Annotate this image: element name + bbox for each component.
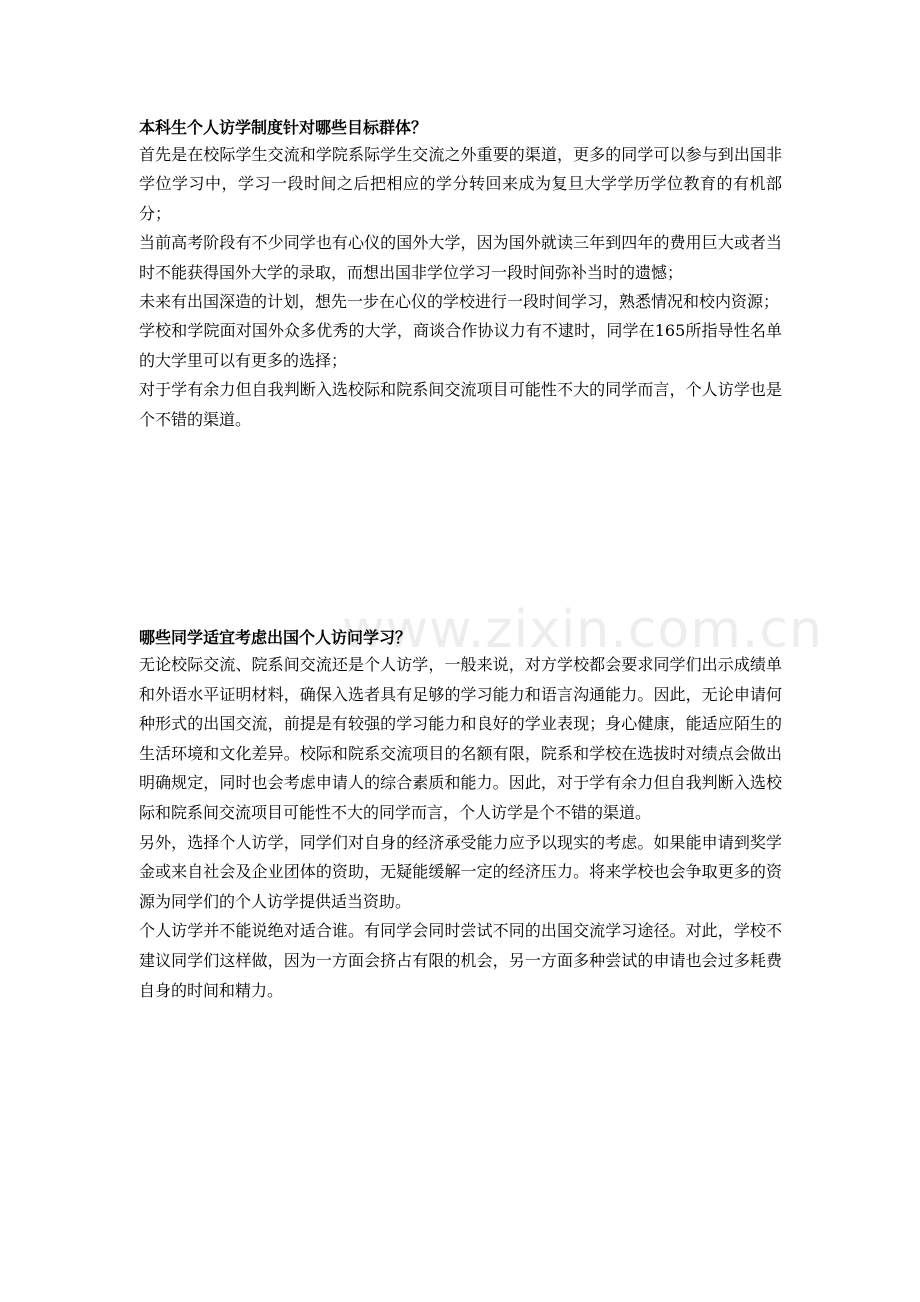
paragraph: 学校和学院面对国外众多优秀的大学，商谈合作协议力有不逮时，同学在165所指导性名单的大学里可以有更多的选择； (139, 321, 782, 370)
section-target-groups (139, 116, 782, 434)
section-suitable-students (139, 626, 782, 1005)
paragraph: 个人访学并不能说绝对适合谁。有同学会同时尝试不同的出国交流学习途径。对此，学校不建议同学们这样做，因为一方面会挤占有限的机会，另一方面多种尝试的申请也会过多耗费自身的时间和精力。 (139, 921, 782, 1000)
paragraph: 首先是在校际学生交流和学院系际学生交流之外重要的渠道，更多的同学可以参与到出国非学位学习中，学习一段时间之后把相应的学分转回来成为复旦大学学历学位教育的有机部分； (139, 145, 782, 223)
paragraph: 未来有出国深造的计划，想先一步在心仪的学校进行一段时间学习，熟悉情况和校内资源； (139, 292, 780, 312)
paragraph: 对于学有余力但自我判断入选校际和院系间交流项目可能性不大的同学而言，个人访学也是个不错的渠道。 (139, 380, 782, 429)
paragraph: 另外，选择个人访学，同学们对自身的经济承受能力应予以现实的考虑。如果能申请到奖学金或来自社会及企业团体的资助，无疑能缓解一定的经济压力。将来学校也会争取更多的资源为同学们的个人访学提供适当资助。 (139, 832, 782, 911)
section-heading: 哪些同学适宜考虑出国个人访问学习？ (139, 628, 412, 647)
paragraph: 当前高考阶段有不少同学也有心仪的国外大学，因为国外就读三年到四年的费用巨大或者当时不能获得国外大学的录取，而想出国非学位学习一段时间弥补当时的遗憾； (139, 233, 782, 282)
watermark: www.zixin.com.cn (342, 600, 823, 660)
paragraph: 无论校际交流、院系间交流还是个人访学，一般来说，对方学校都会要求同学们出示成绩单和外语水平证明材料，确保入选者具有足够的学习能力和语言沟通能力。因此，无论申请何种形式的出国交流，前提是有较强的学习能力和良好的学业表现；身心健康，能适应陌生的生活环境和文化差异。校际和院系交流项目的名额有限，院系和学校在选拔时对绩点会做出明确规定，同时也会考虑申请人的综合素质和能力。因此，对于学有余力但自我判断入选校际和院系间交流项目可能性不大的同学而言，个人访学是个不错的渠道。 (139, 655, 782, 822)
section-heading: 本科生个人访学制度针对哪些目标群体？ (139, 118, 428, 137)
